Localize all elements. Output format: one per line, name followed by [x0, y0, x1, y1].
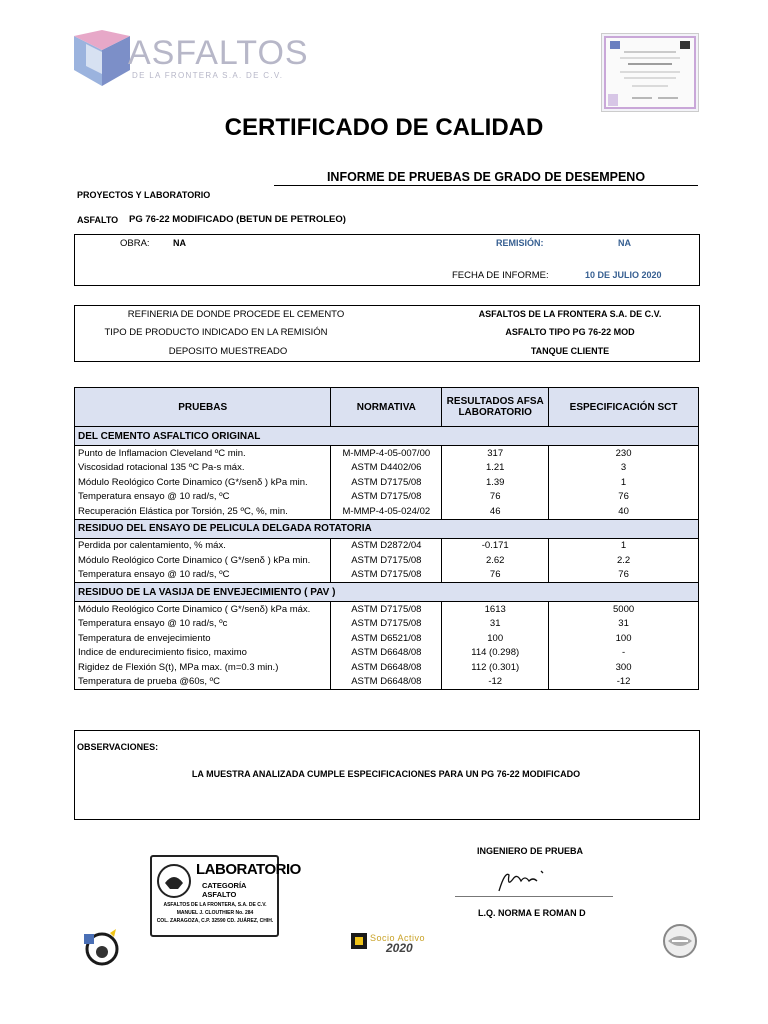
table-row	[75, 461, 699, 476]
test-standard: ASTM D4402/06	[331, 461, 442, 476]
test-result: 31	[442, 617, 549, 632]
test-name: Temperatura ensayo @ 10 rad/s, ºC	[75, 490, 331, 505]
table-header: RESULTADOS AFSA LABORATORIO	[442, 388, 549, 427]
test-spec: 2.2	[549, 553, 699, 568]
test-name: Módulo Reológico Corte Dinamico ( G*/senδ) kPa máx.	[75, 602, 331, 617]
imt-logo-icon	[80, 927, 124, 967]
engineer-label: INGENIERO DE PRUEBA	[477, 846, 584, 856]
engineer-name: L.Q. NORMA E ROMAN D	[478, 908, 586, 918]
test-name: Punto de Inflamacion Cleveland ºC min.	[75, 446, 331, 461]
test-spec: 1	[549, 538, 699, 553]
test-name: Viscosidad rotacional 135 ºC Pa-s máx.	[75, 461, 331, 476]
report-subtitle: INFORME DE PRUEBAS DE GRADO DE DESEMPENO	[274, 170, 698, 186]
signature-line	[455, 896, 613, 897]
test-standard: ASTM D7175/08	[331, 617, 442, 632]
test-standard: ASTM D7175/08	[331, 475, 442, 490]
stamp-line: MANUEL J. CLOUTHIER No. 284	[176, 910, 254, 916]
test-spec: 300	[549, 660, 699, 675]
department-label: PROYECTOS Y LABORATORIO	[77, 190, 211, 200]
observations-label: OBSERVACIONES:	[77, 742, 159, 752]
test-spec: 100	[549, 631, 699, 646]
origin-label: TIPO DE PRODUCTO INDICADO EN LA REMISIÓN	[104, 327, 328, 338]
section-title: RESIDUO DE LA VASIJA DE ENVEJECIMIENTO ( PAV )	[75, 583, 699, 602]
asphalt-label: ASFALTO	[77, 215, 119, 225]
accreditation-certificate-image	[601, 33, 699, 112]
test-standard: ASTM D7175/08	[331, 553, 442, 568]
section-title: RESIDUO DEL ENSAYO DE PELICULA DELGADA ROTATORIA	[75, 519, 699, 538]
table-row	[75, 602, 699, 617]
table-header: PRUEBAS	[75, 388, 331, 427]
test-spec: 31	[549, 617, 699, 632]
test-name: Rigidez de Flexión S(t), MPa max. (m=0.3 min.)	[75, 660, 331, 675]
test-result: 76	[442, 490, 549, 505]
stamp-title: LABORATORIO	[196, 861, 301, 878]
origin-value: ASFALTO TIPO PG 76-22 MOD	[505, 327, 635, 337]
test-name: Temperatura de prueba @60s, ºC	[75, 675, 331, 690]
table-row	[75, 490, 699, 505]
test-name: Temperatura ensayo @ 10 rad/s, ºC	[75, 568, 331, 583]
test-spec: 5000	[549, 602, 699, 617]
test-standard: ASTM D6521/08	[331, 631, 442, 646]
stamp-line: ASFALTOS DE LA FRONTERA, S.A. DE C.V.	[163, 902, 267, 908]
table-row	[75, 617, 699, 632]
test-spec: 76	[549, 568, 699, 583]
origin-label: REFINERIA DE DONDE PROCEDE EL CEMENTO	[127, 309, 345, 320]
table-row	[75, 675, 699, 690]
test-standard: ASTM D6648/08	[331, 675, 442, 690]
test-standard: M-MMP-4-05-024/02	[331, 504, 442, 519]
test-standard: ASTM D2872/04	[331, 538, 442, 553]
test-result: 1613	[442, 602, 549, 617]
test-standard: ASTM D7175/08	[331, 490, 442, 505]
asphalt-seal-icon	[662, 923, 698, 959]
test-result: -12	[442, 675, 549, 690]
company-logo-subtext: DE LA FRONTERA S.A. DE C.V.	[132, 71, 284, 80]
test-result: 114 (0.298)	[442, 646, 549, 661]
test-spec: -	[549, 646, 699, 661]
company-logo-icon	[72, 30, 132, 88]
table-header: NORMATIVA	[331, 388, 442, 427]
test-spec: 76	[549, 490, 699, 505]
origin-value: ASFALTOS DE LA FRONTERA S.A. DE C.V.	[478, 309, 662, 319]
test-result: 46	[442, 504, 549, 519]
test-spec: -12	[549, 675, 699, 690]
table-row	[75, 504, 699, 519]
test-standard: M-MMP-4-05-007/00	[331, 446, 442, 461]
socio-year: 2020	[386, 941, 413, 955]
table-header: ESPECIFICACIÓN SCT	[549, 388, 699, 427]
test-name: Temperatura de envejecimiento	[75, 631, 331, 646]
table-row	[75, 660, 699, 675]
laboratory-stamp	[150, 855, 301, 937]
page-title: CERTIFICADO DE CALIDAD	[224, 114, 544, 141]
table-row	[75, 446, 699, 461]
test-spec: 3	[549, 461, 699, 476]
test-spec: 40	[549, 504, 699, 519]
fecha-value: 10 DE JULIO 2020	[585, 270, 662, 280]
stamp-line: COL. ZARAGOZA, C.P. 32590 CD. JUÁREZ, CHIH.	[156, 918, 274, 924]
test-result: 1.39	[442, 475, 549, 490]
socio-label: Socio Activo	[370, 933, 426, 943]
company-logo-text: ASFALTOS	[128, 34, 309, 72]
origin-value: TANQUE CLIENTE	[530, 346, 610, 356]
stamp-emblem-icon	[156, 863, 192, 899]
tests-table	[74, 387, 699, 690]
test-result: 2.62	[442, 553, 549, 568]
test-spec: 1	[549, 475, 699, 490]
table-row	[75, 553, 699, 568]
test-name: Módulo Reológico Corte Dinamico (G*/senδ ) kPa min.	[75, 475, 331, 490]
test-name: Indice de endurecimiento fisico, maximo	[75, 646, 331, 661]
test-standard: ASTM D7175/08	[331, 568, 442, 583]
obra-label: OBRA:	[120, 238, 150, 249]
asphalt-value: PG 76-22 MODIFICADO (BETUN DE PETROLEO)	[129, 214, 346, 225]
socio-badge-icon	[351, 933, 367, 949]
table-row	[75, 568, 699, 583]
test-result: 100	[442, 631, 549, 646]
test-result: 112 (0.301)	[442, 660, 549, 675]
table-row	[75, 538, 699, 553]
obra-value: NA	[173, 238, 186, 248]
test-standard: ASTM D6648/08	[331, 646, 442, 661]
table-row	[75, 631, 699, 646]
section-title: DEL CEMENTO ASFALTICO ORIGINAL	[75, 427, 699, 446]
table-row	[75, 646, 699, 661]
fecha-label: FECHA DE INFORME:	[452, 270, 549, 281]
test-result: 1.21	[442, 461, 549, 476]
test-standard: ASTM D6648/08	[331, 660, 442, 675]
observations-text: LA MUESTRA ANALIZADA CUMPLE ESPECIFICACIONES PARA UN PG 76-22 MODIFICADO	[191, 769, 581, 779]
test-standard: ASTM D7175/08	[331, 602, 442, 617]
test-name: Módulo Reológico Corte Dinamico ( G*/senδ ) kPa min.	[75, 553, 331, 568]
stamp-subtitle: CATEGORÍA ASFALTO	[202, 881, 247, 899]
test-spec: 230	[549, 446, 699, 461]
remision-value: NA	[618, 238, 631, 248]
test-result: 76	[442, 568, 549, 583]
test-result: -0.171	[442, 538, 549, 553]
test-name: Perdida por calentamiento, % máx.	[75, 538, 331, 553]
origin-label: DEPOSITO MUESTREADO	[168, 346, 288, 357]
test-name: Temperatura ensayo @ 10 rad/s, ºc	[75, 617, 331, 632]
table-row	[75, 475, 699, 490]
remision-label: REMISIÓN:	[496, 238, 544, 248]
test-name: Recuperación Elástica por Torsión, 25 ºC, %, min.	[75, 504, 331, 519]
test-result: 317	[442, 446, 549, 461]
signature-icon	[495, 865, 555, 897]
